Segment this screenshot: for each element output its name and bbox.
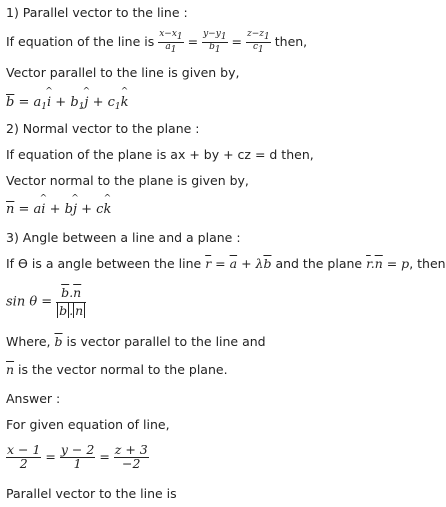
formula-a: = a (18, 95, 42, 110)
parallel-vector-formula (6, 96, 129, 112)
b-vector: $\overline{b}$ (61, 285, 70, 300)
answer-line-equation (6, 444, 149, 470)
formula-a: = a (18, 202, 42, 217)
equals-sign: = (215, 256, 226, 271)
j-hat: j ^ (73, 203, 77, 216)
where-line (6, 336, 266, 349)
n-vector: $\overline{n}$ (6, 202, 15, 217)
normal-vector-formula (6, 203, 111, 216)
b-vector: $\overline{b}$ (54, 334, 63, 349)
angle-suffix: , then (409, 256, 446, 271)
sin-theta-formula (6, 287, 86, 317)
n-vector: $\overline{n}$ (73, 285, 82, 300)
fraction-y (202, 30, 227, 55)
equals-sign: = (45, 448, 56, 464)
normal-given-by: Vector normal to the plane is given by, (6, 173, 249, 188)
fraction-z (114, 444, 149, 470)
k-hat: k ^ (103, 203, 111, 216)
plane-equation-statement: If equation of the plane is ax + by + cz = d then, (6, 147, 314, 162)
line-equation-suffix: then, (274, 34, 308, 49)
fraction-y (60, 444, 95, 470)
fraction-z-num-sub: 1 (264, 32, 270, 42)
b-vector: $\overline{b}$ (6, 95, 15, 110)
n-vector: $\overline{n}$ (6, 362, 15, 377)
parallel-given-by: Vector parallel to the line is given by, (6, 65, 240, 80)
sub-1: 1 (41, 102, 47, 112)
fraction-x-den: a (165, 42, 171, 52)
angle-mid: and the plane (275, 256, 363, 271)
equals-sign: = (187, 34, 199, 49)
line-equation-statement (6, 30, 307, 55)
answer-label: Answer : (6, 391, 61, 406)
angle-statement (6, 258, 446, 271)
formula-c: + c (81, 202, 104, 217)
i-hat: i ^ (41, 203, 45, 216)
n-vector: $\overline{n}$ (374, 256, 383, 271)
fraction-y-den-sub: 1 (214, 45, 221, 55)
a-vector: $\overline{a}$ (229, 256, 238, 271)
where-suffix: is vector parallel to the line and (66, 334, 266, 349)
fraction-x-num: x−x (159, 29, 177, 39)
k-hat: k ^ (121, 96, 129, 109)
sub-1: 1 (114, 102, 121, 112)
sub-1: 1 (78, 102, 85, 112)
where-line-2 (6, 364, 228, 377)
fraction-x-den-sub: 1 (170, 45, 177, 55)
b-vector: $\overline{b}$ (263, 256, 272, 271)
fraction-x (6, 444, 41, 470)
dot: . (370, 256, 375, 271)
dot: . (69, 302, 74, 318)
equals-sign: = (99, 448, 110, 464)
answer-parallel: Parallel vector to the line is (6, 486, 177, 501)
dot: . (69, 285, 74, 300)
i-hat: i ^ (47, 96, 51, 109)
formula-c: + c (92, 95, 115, 110)
fraction-x-num: x − 1 (7, 442, 41, 457)
fraction-y-den: b (209, 42, 215, 52)
line-equation-prefix: If equation of the line is (6, 34, 155, 49)
fraction-z-den: c (252, 42, 259, 52)
equals-p: = p (386, 256, 410, 271)
sin-fraction (56, 287, 86, 317)
b-vector: $\overline{b}$ (59, 302, 68, 318)
sin-label: sin θ = (6, 294, 53, 310)
plus-lambda: + λ (241, 256, 264, 271)
where2-suffix: is the vector normal to the plane. (18, 362, 228, 377)
fraction-x (158, 30, 183, 55)
r-vector: $\overline{r}$ (205, 256, 212, 271)
fraction-z-num: z + 3 (114, 442, 148, 457)
n-vector: $\overline{n}$ (75, 302, 84, 318)
fraction-y-den: 1 (73, 455, 82, 471)
fraction-y-num: y−y (203, 29, 221, 39)
heading-parallel-vector: 1) Parallel vector to the line : (6, 5, 188, 20)
heading-angle: 3) Angle between a line and a plane : (6, 230, 241, 245)
formula-b: + b (49, 202, 73, 217)
fraction-z-num: z−z (247, 29, 265, 39)
r-vector: $\overline{r}$ (366, 256, 371, 271)
equals-sign: = (231, 34, 243, 49)
angle-prefix: If ϴ is a angle between the line (6, 256, 202, 271)
line-vector-equation (205, 256, 271, 271)
fraction-z-den-sub: 1 (258, 45, 264, 55)
fraction-y-num: y − 2 (60, 442, 95, 457)
j-hat: j ^ (84, 96, 88, 109)
fraction-x-num-sub: 1 (176, 32, 183, 42)
fraction-x-den: 2 (19, 455, 28, 471)
fraction-z-den: −2 (122, 455, 141, 471)
where-prefix: Where, (6, 334, 51, 349)
plane-vector-equation (366, 256, 409, 271)
formula-b: + b (55, 95, 79, 110)
fraction-z (246, 30, 271, 55)
fraction-y-num-sub: 1 (220, 32, 227, 42)
heading-normal-vector: 2) Normal vector to the plane : (6, 121, 200, 136)
answer-given: For given equation of line, (6, 417, 170, 432)
